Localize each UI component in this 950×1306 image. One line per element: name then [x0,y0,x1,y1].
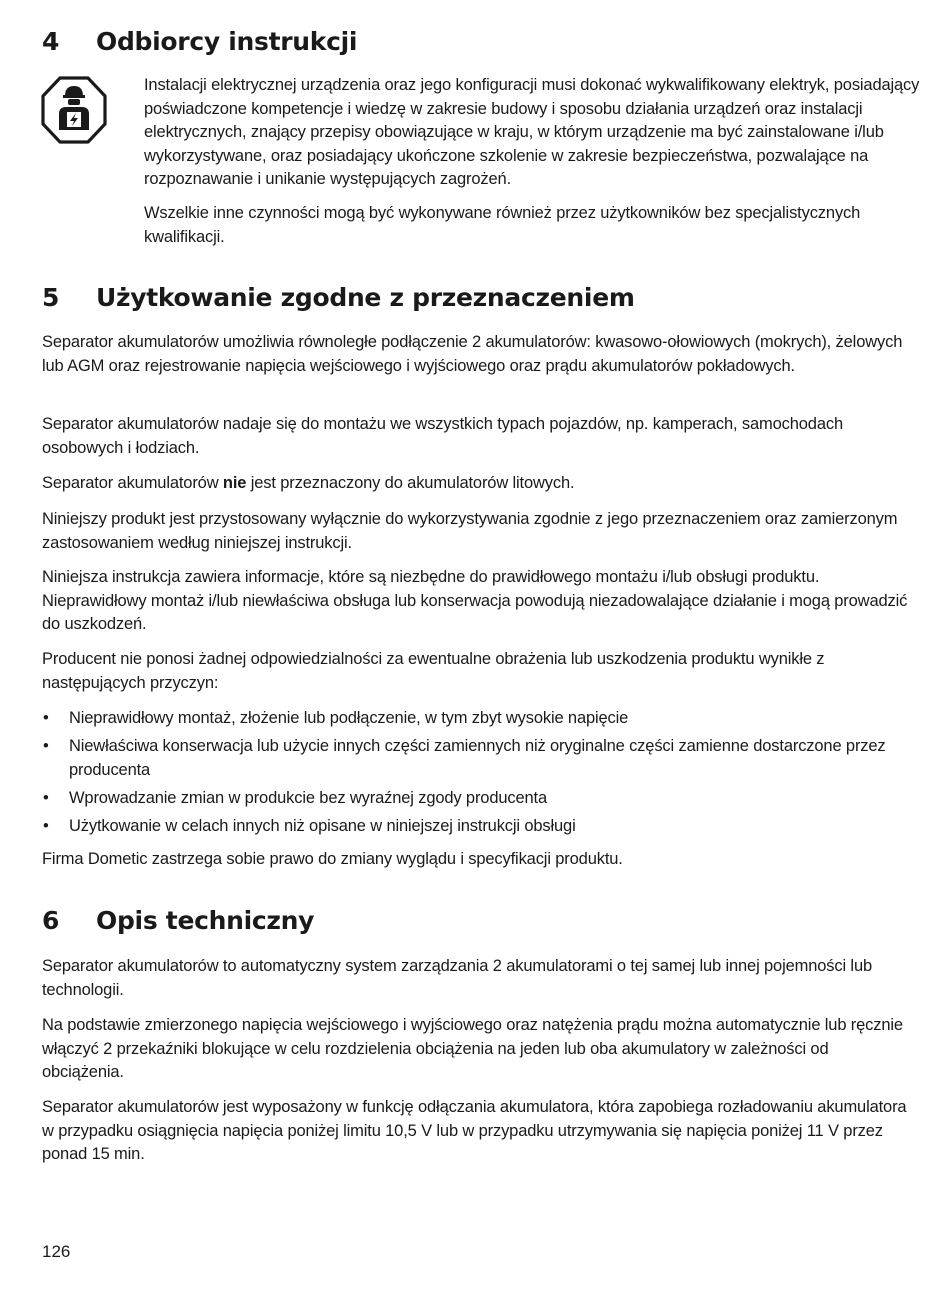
emphasis-text: nie [222,474,247,492]
section-5-paragraph-6: Producent nie ponosi żadnej odpowiedzialności za ewentualne obrażenia lub uszkodzenia produktu wynikłe z następujących przyczyn: [42,650,825,692]
text-run: Separator akumulatorów [42,474,223,492]
section-6-paragraph-1: Separator akumulatorów to automatyczny system zarządzania 2 akumulatorami o tej samej lub innej pojemności lub technologii. [42,957,872,999]
section-6-paragraph-2: Na podstawie zmierzonego napięcia wejściowego i wyjściowego oraz natężenia prądu można automatycznie lub ręcznie włączyć 2 przekaźniki blokujące w celu rozdzielenia obciążenia na jeden lub oba akumulatory w zależności od obciążenia. [42,1016,903,1081]
qualified-electrician-icon [41,76,107,144]
section-6-heading [42,906,314,936]
list-item-text: Wprowadzanie zmian w produkcie bez wyraźnej zgody producenta [69,788,548,807]
list-item [42,787,912,811]
bullet-symbol: • [43,788,49,807]
section-4-heading [42,27,357,57]
section-title: Użytkowanie zgodne z przeznaczeniem [96,283,635,312]
section-title: Opis techniczny [96,906,315,935]
section-5-heading [42,283,635,313]
section-4-paragraph-1: Instalacji elektrycznej urządzenia oraz jego konfiguracji musi dokonać wykwalifikowany elektryk, posiadający poświadczone kompetencje i wiedzę w zakresie budowy i sposobu działania urządzeń oraz instalacji elektrycznych, znający przepisy obowiązujące w kraju, w którym urządzenie ma być zainstalowane i/lub wykorzystywane, oraz posiadający ukończone szkolenie w zakresie bezpieczeństwa, pozwalające na rozpoznawanie i unikanie występujących zagrożeń. [144,76,920,188]
causes-list [42,707,912,843]
section-number: 6 [42,906,60,935]
section-4-paragraph-2: Wszelkie inne czynności mogą być wykonywane również przez użytkowników bez specjalistycznych kwalifikacji. [144,204,861,246]
section-5-paragraph-5: Niniejsza instrukcja zawiera informacje, które są niezbędne do prawidłowego montażu i/lub obsługi produktu. Nieprawidłowy montaż i/lub niewłaściwa obsługa lub konserwacja powodują niezadowalające działanie i mogą prowadzić do uszkodzeń. [42,568,908,633]
section-5-paragraph-4: Niniejszy produkt jest przystosowany wyłącznie do wykorzystywania zgodnie z jego przeznaczeniem oraz zamierzonym zastosowaniem według niniejszej instrukcji. [42,510,898,552]
list-item [42,735,912,782]
section-number: 4 [42,27,60,56]
text-run: jest przeznaczony do akumulatorów litowych. [246,474,575,492]
section-5-paragraph-3 [42,472,912,496]
list-item [42,815,912,839]
section-5-paragraph-1: Separator akumulatorów umożliwia równoległe podłączenie 2 akumulatorów: kwasowo-ołowiowych (mokrych), żelowych lub AGM oraz rejestrowanie napięcia wejściowego i wyjściowego oraz prądu akumulatorów pokładowych. [42,333,903,375]
page-number: 126 [42,1242,71,1261]
section-6-paragraph-3: Separator akumulatorów jest wyposażony w funkcję odłączania akumulatora, która zapobiega rozładowaniu akumulatora w przypadku osiągnięcia napięcia poniżej limitu 10,5 V lub w przypadku utrzymywania się napięcia poniżej 11 V przez ponad 15 min. [42,1098,907,1163]
section-title: Odbiorcy instrukcji [96,27,358,56]
section-5-paragraph-2: Separator akumulatorów nadaje się do montażu we wszystkich typach pojazdów, np. kamperach, samochodach osobowych i łodziach. [42,415,843,457]
list-item-text: Nieprawidłowy montaż, złożenie lub podłączenie, w tym zbyt wysokie napięcie [69,709,629,727]
bullet-symbol: • [43,709,49,727]
bullet-symbol: • [43,816,49,835]
list-item [42,707,912,731]
list-item-text: Niewłaściwa konserwacja lub użycie innych części zamiennych niż oryginalne części zamienne dostarczone przez producenta [69,737,886,779]
list-item-text: Użytkowanie w celach innych niż opisane w niniejszej instrukcji obsługi [69,816,576,835]
section-5-paragraph-7: Firma Dometic zastrzega sobie prawo do zmiany wyglądu i specyfikacji produktu. [42,850,623,868]
section-number: 5 [42,283,60,312]
bullet-symbol: • [43,737,49,755]
